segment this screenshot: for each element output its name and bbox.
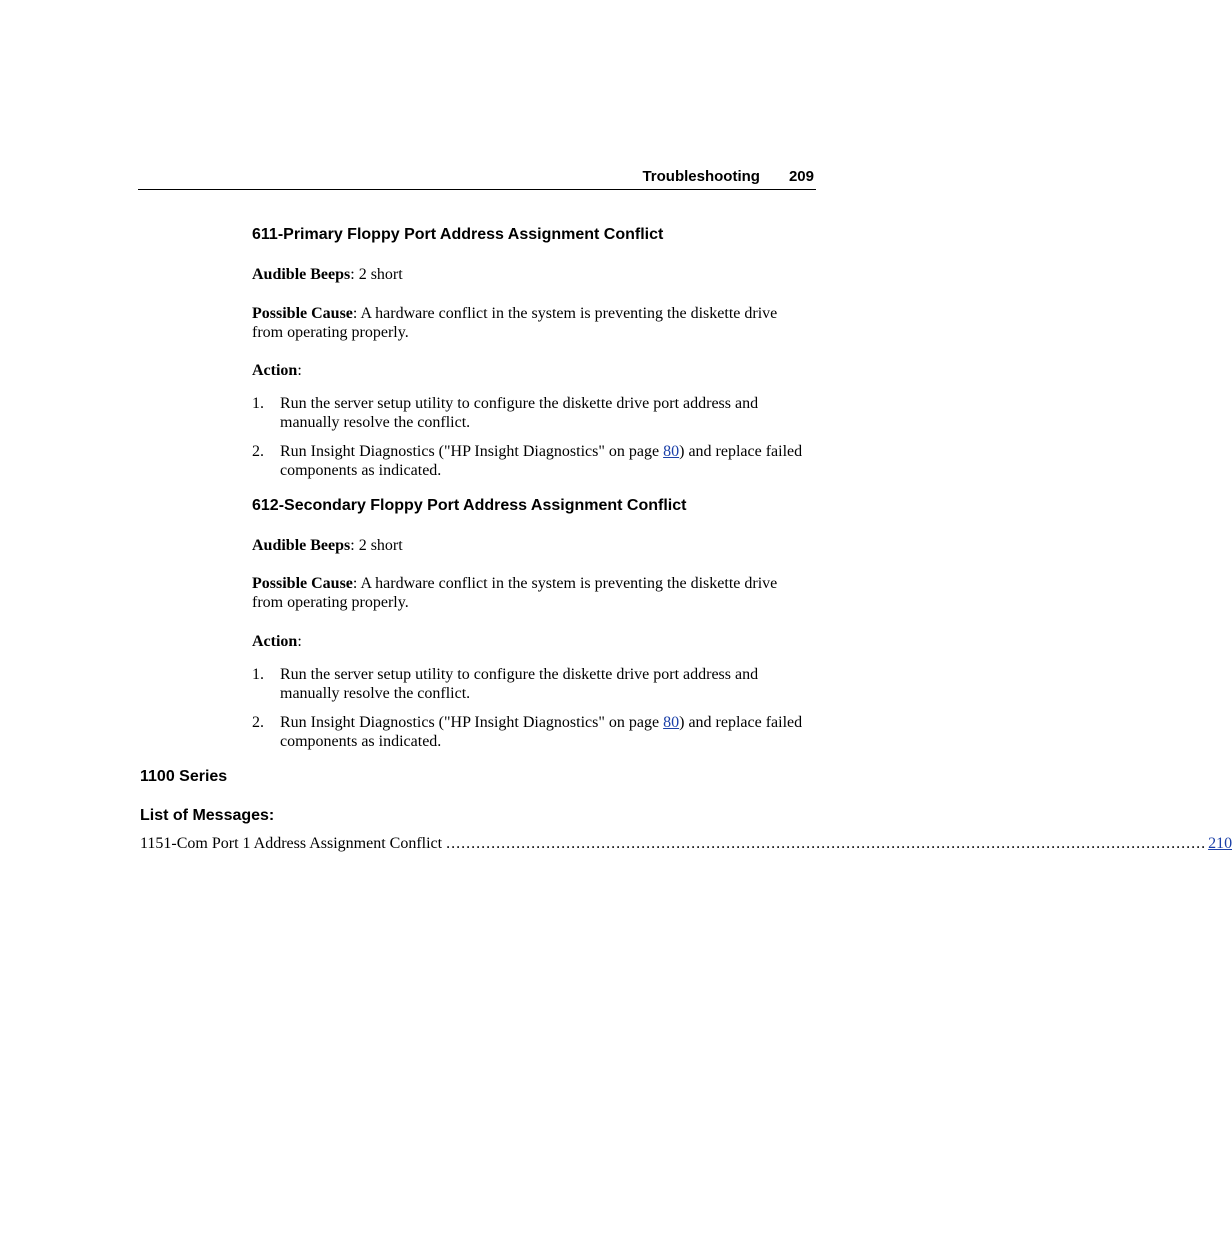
list-item xyxy=(252,713,812,751)
cause-text: : A hardware conflict in the system is preventing the diskette drive from operating properly. xyxy=(252,575,778,611)
cause-611 xyxy=(252,304,812,342)
list-number: 1. xyxy=(252,666,264,683)
action-611 xyxy=(252,361,812,380)
text-before-link: Run Insight Diagnostics ("HP Insight Diagnostics" on page xyxy=(280,714,664,731)
series-heading: 1100 Series xyxy=(140,768,228,785)
header-page-number: 209 xyxy=(788,168,814,185)
cause-label: Possible Cause xyxy=(252,575,353,592)
heading-612: 612-Secondary Floppy Port Address Assignment Conflict xyxy=(252,497,687,514)
action-colon: : xyxy=(297,362,302,379)
text-before-link: Run Insight Diagnostics ("HP Insight Diagnostics" on page xyxy=(280,443,664,460)
cause-label: Possible Cause xyxy=(252,305,353,322)
action-label: Action xyxy=(252,362,298,379)
page-link[interactable]: 80 xyxy=(663,443,680,460)
list-text xyxy=(280,713,812,751)
page-link[interactable]: 80 xyxy=(663,714,680,731)
list-number: 2. xyxy=(252,714,264,731)
beeps-label: Audible Beeps xyxy=(252,266,351,283)
beeps-value: : 2 short xyxy=(350,266,403,283)
list-item xyxy=(252,394,812,432)
beeps-611 xyxy=(252,265,812,284)
text-after-link: ) and replace failed components as indicated. xyxy=(280,714,803,750)
toc-page-link[interactable]: 210 xyxy=(1208,835,1232,852)
cause-text: : A hardware conflict in the system is preventing the diskette drive from operating properly. xyxy=(252,305,778,341)
list-text: Run the server setup utility to configure the diskette drive port address and manually resolve the conflict. xyxy=(280,666,759,702)
list-text xyxy=(280,442,812,480)
beeps-value: : 2 short xyxy=(350,537,403,554)
list-item xyxy=(252,665,812,703)
list-text: Run the server setup utility to configure the diskette drive port address and manually resolve the conflict. xyxy=(280,395,759,431)
action-612 xyxy=(252,632,812,651)
list-of-messages-heading: List of Messages: xyxy=(140,807,275,824)
text-after-link: ) and replace failed components as indicated. xyxy=(280,443,803,479)
list-number: 2. xyxy=(252,443,264,460)
running-header xyxy=(138,168,816,190)
list-number: 1. xyxy=(252,395,264,412)
cause-612 xyxy=(252,574,812,612)
toc-leader-dots: ........................................................................................................................................................ xyxy=(446,835,1207,852)
beeps-612 xyxy=(252,536,812,555)
toc-entry xyxy=(140,834,1232,853)
header-section-title: Troubleshooting xyxy=(642,168,760,185)
toc-entry-label: 1151-Com Port 1 Address Assignment Conflict xyxy=(140,835,443,852)
heading-611: 611-Primary Floppy Port Address Assignment Conflict xyxy=(252,226,664,243)
action-label: Action xyxy=(252,633,298,650)
action-colon: : xyxy=(297,633,302,650)
beeps-label: Audible Beeps xyxy=(252,537,351,554)
list-item xyxy=(252,442,812,480)
